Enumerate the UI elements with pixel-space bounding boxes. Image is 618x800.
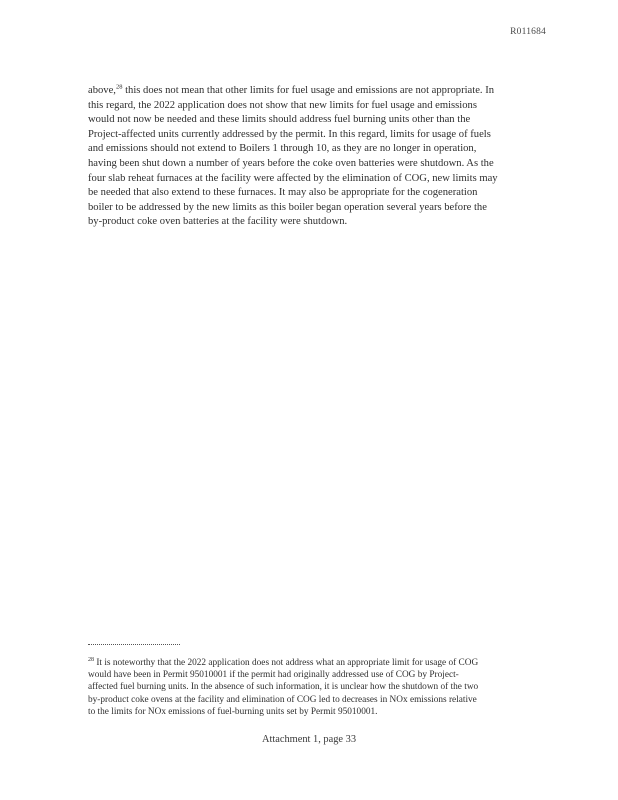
footnote-separator (88, 644, 180, 645)
footnote-line: would have been in Permit 95010001 if the permit had originally addressed use of COG by Project- (88, 670, 459, 681)
footnote-line-text: It is noteworthy that the 2022 application does not address what an appropriate limit for usage of COG (94, 658, 479, 668)
footnote-number: 28 (88, 657, 94, 663)
body-line: having been shut down a number of years before the coke oven batteries were shutdown. As the (88, 157, 494, 169)
body-line: Project-affected units currently addressed by the permit. In this regard, limits for usage of fuels (88, 128, 491, 140)
body-paragraph (88, 84, 528, 230)
body-line: four slab reheat furnaces at the facility were affected by the elimination of COG, new limits may (88, 172, 498, 184)
body-line: would not now be needed and these limits should address fuel burning units other than the (88, 114, 471, 126)
body-line: be needed that also extend to these furnaces. It may also be appropriate for the cogeneration (88, 187, 478, 199)
body-line-text: this does not mean that other limits for fuel usage and emissions are not appropriate. In (122, 85, 495, 96)
body-line: this regard, the 2022 application does not show that new limits for fuel usage and emissions (88, 99, 477, 111)
page-number-label: Attachment 1, page 33 (261, 734, 357, 745)
body-line: boiler to be addressed by the new limits as this boiler began operation several years before the (88, 201, 487, 213)
footnote-line (88, 657, 528, 669)
footnote-line: affected fuel burning units. In the absence of such information, it is unclear how the shutdown of the two (88, 682, 479, 693)
body-line: by-product coke oven batteries at the facility were shutdown. (88, 216, 348, 228)
footnote-line: by-product coke ovens at the facility and elimination of COG led to decreases in NOx emissions relative (88, 694, 477, 705)
body-line: and emissions should not extend to Boilers 1 through 10, as they are no longer in operation, (88, 143, 477, 155)
body-line-prefix: above, (88, 85, 116, 96)
footnote-line: to the limits for NOx emissions of fuel-burning units set by Permit 95010001. (88, 706, 378, 717)
document-id: R011684 (510, 27, 546, 37)
body-line (88, 84, 528, 99)
footnote (88, 657, 528, 718)
footnote-reference[interactable]: 28 (115, 84, 123, 91)
